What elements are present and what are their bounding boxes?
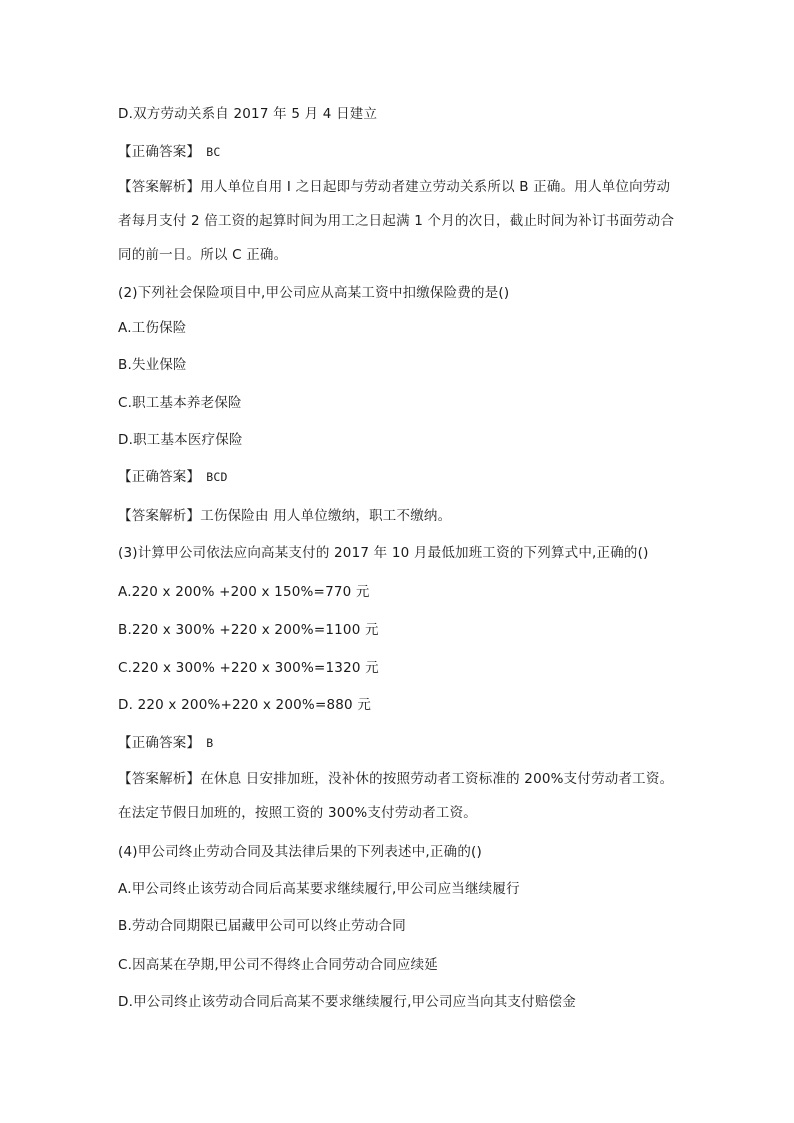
q1-answer [118, 142, 678, 162]
q4-question: (4)甲公司终止劳动合同及其法律后果的下列表述中,正确的() [118, 844, 482, 860]
answer-value: BC [206, 145, 221, 159]
q4-option-c: C.因高某在孕期,甲公司不得终止合同劳动合同应续延 [118, 957, 439, 973]
analysis-label: 【答案解析】 [118, 508, 201, 524]
q2-answer [118, 467, 678, 487]
answer-value: B [206, 736, 214, 750]
answer-value: BCD [206, 470, 228, 484]
q2-option-a: A.工伤保险 [118, 320, 187, 336]
q4-option-a: A.甲公司终止该劳动合同后高某要求继续履行,甲公司应当继续履行 [118, 881, 520, 897]
analysis-text: 在休息 日安排加班，没补休的按照劳动者工资标准的 200%支付劳动者工资。在法定节假日加班的，按照工资的 300%支付劳动者工资。 [118, 771, 674, 821]
q3-option-c: C.220 x 300% +220 x 300%=1320 元 [118, 660, 379, 676]
q3-answer [118, 733, 678, 753]
answer-label: 【正确答案】 [118, 469, 201, 485]
q2-option-d: D.职工基本医疗保险 [118, 432, 243, 448]
analysis-label: 【答案解析】 [118, 179, 201, 195]
q3-analysis [118, 762, 678, 830]
q1-analysis [118, 170, 678, 272]
q3-question: (3)计算甲公司依法应向高某支付的 2017 年 10 月最低加班工资的下列算式中,正确的() [118, 545, 649, 561]
q2-analysis [118, 506, 678, 526]
q2-option-c: C.职工基本养老保险 [118, 395, 242, 411]
q3-option-d: D. 220 x 200%+220 x 200%=880 元 [118, 697, 372, 713]
answer-label: 【正确答案】 [118, 735, 201, 751]
q4-option-b: B.劳动合同期限已届藏甲公司可以终止劳动合同 [118, 918, 406, 934]
q3-option-b: B.220 x 300% +220 x 200%=1100 元 [118, 622, 379, 638]
analysis-text: 工伤保险由 用人单位缴纳，职工不缴纳。 [200, 508, 452, 524]
q4-option-d: D.甲公司终止该劳动合同后高某不要求继续履行,甲公司应当向其支付赔偿金 [118, 994, 576, 1010]
q2-question: (2)下列社会保险项目中,甲公司应从高某工资中扣缴保险费的是() [118, 285, 510, 301]
answer-label: 【正确答案】 [118, 144, 201, 160]
q1-option-d: D.双方劳动关系自 2017 年 5 月 4 日建立 [118, 106, 378, 122]
q3-option-a: A.220 x 200% +200 x 150%=770 元 [118, 584, 370, 600]
analysis-label: 【答案解析】 [118, 771, 201, 787]
analysis-text: 用人单位自用 I 之日起即与劳动者建立劳动关系所以 B 正确。用人单位向劳动者每月支付 2 倍工资的起算时间为用工之日起满 1 个月的次日，截止时间为补订书面劳动合同的前一日。所以 C 正确。 [118, 179, 675, 263]
q2-option-b: B.失业保险 [118, 357, 187, 373]
